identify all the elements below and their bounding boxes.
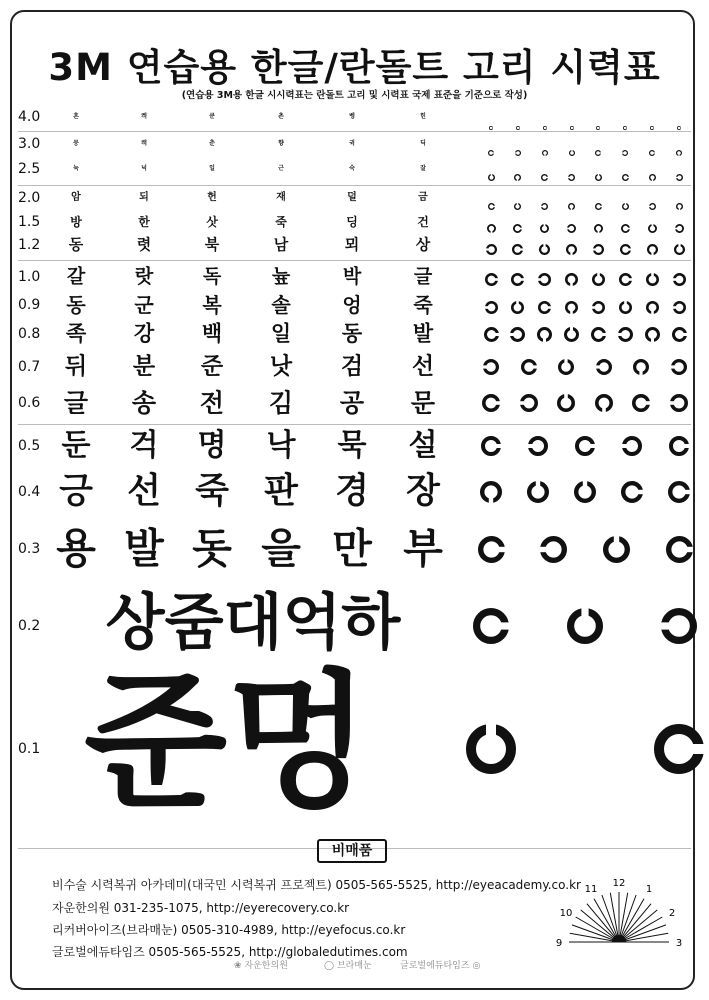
landolt-ring <box>647 240 658 251</box>
landolt-ring <box>485 271 498 284</box>
landolt-ring <box>592 299 605 312</box>
hangul-glyph: 군 <box>134 293 154 317</box>
hangul-glyph: 동 <box>341 321 363 346</box>
landolt-ring <box>511 299 524 312</box>
landolt-ring <box>538 271 551 284</box>
landolt-ring <box>478 536 505 563</box>
landolt-ring <box>466 724 516 774</box>
contact-line-2: 자운한의원 031-235-1075, http://eyerecovery.co.kr <box>52 901 350 915</box>
landolt-ring <box>596 359 612 375</box>
landolt-ring <box>485 299 498 312</box>
landolt-ring <box>622 436 642 456</box>
acuity-label: 0.6 <box>18 395 41 411</box>
landolt-ring <box>488 195 495 202</box>
landolt-ring <box>481 436 501 456</box>
landolt-ring <box>622 141 628 147</box>
landolt-ring <box>621 481 643 503</box>
landolt-ring <box>487 218 496 227</box>
acuity-label: 0.9 <box>18 297 41 313</box>
hangul-glyph: 재 <box>276 192 286 203</box>
landolt-ring <box>676 141 682 147</box>
hangul-glyph: 뭉 <box>73 140 79 147</box>
logo-jaun-text: 자운한의원 <box>244 961 288 971</box>
landolt-ring <box>564 327 579 342</box>
hangul-glyph: 검 <box>340 353 364 380</box>
contact-line-3: 리커버아이즈(브라매눈) 0505-310-4989, http://eyefocus.co.kr <box>52 923 406 937</box>
landolt-ring <box>593 240 604 251</box>
landolt-ring <box>565 299 578 312</box>
landolt-ring <box>574 481 596 503</box>
landolt-ring <box>575 436 595 456</box>
hangul-glyph: 상 <box>415 235 431 254</box>
landolt-ring <box>483 359 499 375</box>
rings-icon: ◎ <box>472 961 481 971</box>
landolt-ring <box>488 166 495 173</box>
astigmatism-dial <box>548 876 690 950</box>
landolt-ring <box>649 166 656 173</box>
logo-global-edu <box>400 958 480 971</box>
landolt-ring <box>538 299 551 312</box>
hangul-glyph: 족 <box>65 321 87 346</box>
hangul-glyph: 판 <box>264 471 298 512</box>
hangul-glyph: 부 <box>403 524 443 573</box>
landolt-ring <box>540 218 549 227</box>
hangul-glyph: 쿤 <box>209 113 215 120</box>
landolt-ring <box>673 271 686 284</box>
hangul-glyph: 금 <box>418 192 428 203</box>
hangul-glyph: 문 <box>410 388 436 418</box>
row-separator <box>18 185 691 186</box>
hangul-glyph: 강 <box>133 321 155 346</box>
hangul-glyph: 일 <box>209 165 215 172</box>
hangul-glyph: 돗 <box>192 524 232 573</box>
hangul-glyph: 캑 <box>141 140 147 147</box>
hangul-glyph: 딩 <box>346 215 358 229</box>
acuity-label: 4.0 <box>18 109 41 125</box>
landolt-ring <box>528 436 548 456</box>
landolt-ring <box>541 166 548 173</box>
acuity-label: 0.2 <box>18 618 41 634</box>
landolt-ring <box>619 271 632 284</box>
hangul-glyph: 선 <box>411 353 435 380</box>
hangul-glyph: 박 <box>342 265 362 288</box>
row-separator <box>18 131 691 132</box>
hangul-glyph: 뫼 <box>344 235 360 254</box>
landolt-ring <box>595 195 602 202</box>
landolt-ring <box>516 115 520 119</box>
landolt-ring <box>595 394 613 412</box>
landolt-ring <box>666 536 693 563</box>
logo-brain-eye <box>324 958 372 971</box>
acuity-label: 0.1 <box>18 741 41 757</box>
landolt-ring <box>676 166 683 173</box>
landolt-ring <box>594 218 603 227</box>
hangul-glyph: 렷 <box>136 235 152 254</box>
acuity-label: 1.0 <box>18 269 41 285</box>
logo-global-edu-text: 글로벌에듀타임즈 <box>400 961 470 971</box>
landolt-ring <box>540 536 567 563</box>
row-separator <box>18 260 691 261</box>
landolt-ring <box>514 166 521 173</box>
landolt-ring <box>675 218 684 227</box>
flower-icon: ❀ <box>234 961 242 971</box>
hangul-glyph: 경 <box>335 471 369 512</box>
landolt-ring <box>484 327 499 342</box>
landolt-ring <box>619 299 632 312</box>
landolt-ring <box>570 115 574 119</box>
logo-brain-eye-text: 브라매눈 <box>336 961 372 971</box>
landolt-ring <box>649 141 655 147</box>
non-sale-badge: 비매품 <box>317 839 387 863</box>
hangul-glyph: 글 <box>63 388 89 418</box>
landolt-ring <box>632 394 650 412</box>
acuity-label: 0.3 <box>18 541 41 557</box>
chart-subtitle: (연습용 3M용 한글 시시력표는 란돌트 고리 및 시력표 국제 표준을 기준으로 작성) <box>181 90 528 101</box>
hangul-glyph: 헌 <box>207 192 217 203</box>
landolt-ring <box>569 141 575 147</box>
landolt-ring <box>646 299 659 312</box>
landolt-ring <box>622 166 629 173</box>
hangul-glyph: 설 <box>408 428 438 463</box>
landolt-ring <box>480 481 502 503</box>
landolt-ring <box>677 115 681 119</box>
dial-label-1: 1 <box>645 884 653 895</box>
hangul-glyph: 명 <box>197 428 227 463</box>
dial-label-11: 11 <box>584 884 598 895</box>
landolt-ring <box>649 195 656 202</box>
acuity-label: 3.0 <box>18 136 41 152</box>
hangul-glyph: 딕 <box>420 140 426 147</box>
hangul-glyph: 덜 <box>347 192 357 203</box>
hangul-glyph: 한 <box>138 215 150 229</box>
row-separator <box>18 424 691 425</box>
landolt-ring <box>595 166 602 173</box>
hangul-word: 상줌대억하 <box>105 587 401 659</box>
hangul-glyph: 촌 <box>278 113 284 120</box>
dial-label-12: 12 <box>612 878 626 889</box>
landolt-ring <box>674 240 685 251</box>
hangul-glyph: 엉 <box>342 293 362 317</box>
contact-line-1: 비수술 시력복귀 아카데미(대국민 시력복귀 프로젝트) 0505-565-5525, http://eyeacademy.co.kr <box>52 878 581 892</box>
landolt-ring <box>567 608 603 644</box>
hangul-glyph: 긍 <box>59 471 93 512</box>
hangul-word: 준멍 <box>84 655 370 828</box>
landolt-ring <box>676 195 683 202</box>
landolt-ring <box>591 327 606 342</box>
hangul-glyph: 되 <box>139 192 149 203</box>
landolt-ring <box>623 115 627 119</box>
landolt-ring <box>510 327 525 342</box>
landolt-ring <box>673 299 686 312</box>
hangul-glyph: 뒤 <box>64 353 88 380</box>
landolt-ring <box>672 327 687 342</box>
astigmatism-dial-lines <box>569 892 669 942</box>
hangul-glyph: 죽 <box>413 293 433 317</box>
landolt-ring <box>650 115 654 119</box>
logo-jaun <box>234 958 288 971</box>
hangul-glyph: 켁 <box>141 113 147 120</box>
hangul-glyph: 북 <box>204 235 220 254</box>
hangul-glyph: 동 <box>66 293 86 317</box>
landolt-ring <box>543 115 547 119</box>
landolt-ring <box>654 724 704 774</box>
landolt-ring <box>633 359 649 375</box>
hangul-glyph: 전 <box>199 388 225 418</box>
hangul-glyph: 송 <box>131 388 157 418</box>
landolt-ring <box>567 218 576 227</box>
hangul-glyph: 솔 <box>271 293 291 317</box>
dial-label-2: 2 <box>668 908 676 919</box>
landolt-ring <box>557 394 575 412</box>
landolt-ring <box>513 218 522 227</box>
hangul-glyph: 낫 <box>269 353 293 380</box>
landolt-ring <box>511 271 524 284</box>
landolt-ring <box>592 271 605 284</box>
landolt-ring <box>669 436 689 456</box>
acuity-label: 0.8 <box>18 326 41 342</box>
hangul-glyph: 독 <box>202 265 222 288</box>
landolt-ring <box>618 327 633 342</box>
hangul-glyph: 흔 <box>73 113 79 120</box>
contact-line-4: 글로벌에듀타임즈 0505-565-5525, http://globaledutimes.com <box>52 945 408 959</box>
landolt-ring <box>661 608 697 644</box>
landolt-ring <box>537 327 552 342</box>
landolt-ring <box>527 481 549 503</box>
landolt-ring <box>568 195 575 202</box>
hangul-glyph: 용 <box>56 524 96 573</box>
hangul-glyph: 동 <box>68 235 84 254</box>
landolt-ring <box>541 195 548 202</box>
landolt-ring <box>668 481 690 503</box>
landolt-ring <box>603 536 630 563</box>
acuity-label: 2.5 <box>18 161 41 177</box>
hangul-glyph: 공 <box>339 388 365 418</box>
acuity-label: 2.0 <box>18 190 41 206</box>
hangul-glyph: 삿 <box>206 215 218 229</box>
hangul-glyph: 랏 <box>134 265 154 288</box>
landolt-ring <box>671 359 687 375</box>
hangul-glyph: 힌 <box>420 113 426 120</box>
hangul-glyph: 걱 <box>129 428 159 463</box>
landolt-ring <box>486 240 497 251</box>
landolt-ring <box>558 359 574 375</box>
landolt-ring <box>595 141 601 147</box>
hangul-glyph: 갈 <box>66 265 86 288</box>
landolt-ring <box>566 240 577 251</box>
hangul-glyph: 낙 <box>266 428 296 463</box>
dial-label-9: 9 <box>555 938 563 949</box>
landolt-ring <box>473 608 509 644</box>
hangul-glyph: 선 <box>127 471 161 512</box>
hangul-glyph: 늎 <box>271 265 291 288</box>
hangul-glyph: 벵 <box>349 113 355 120</box>
hangul-glyph: 복 <box>202 293 222 317</box>
hangul-glyph: 뉵 <box>73 165 79 172</box>
landolt-ring <box>512 240 523 251</box>
landolt-ring <box>565 271 578 284</box>
hangul-glyph: 넉 <box>141 165 147 172</box>
landolt-ring <box>515 141 521 147</box>
hangul-glyph: 을 <box>261 524 301 573</box>
hangul-glyph: 암 <box>71 192 81 203</box>
hangul-glyph: 백 <box>201 321 223 346</box>
landolt-ring <box>622 195 629 202</box>
landolt-ring <box>620 240 631 251</box>
acuity-label: 0.4 <box>18 484 41 500</box>
landolt-ring <box>648 218 657 227</box>
hangul-glyph: 남 <box>273 235 289 254</box>
hangul-glyph: 분 <box>132 353 156 380</box>
eye-icon: ◯ <box>324 961 335 971</box>
hangul-glyph: 향 <box>278 140 284 147</box>
hangul-glyph: 일 <box>270 321 292 346</box>
hangul-glyph: 장 <box>406 471 440 512</box>
hangul-glyph: 둔 <box>61 428 91 463</box>
hangul-glyph: 근 <box>278 165 284 172</box>
hangul-glyph: 발 <box>412 321 434 346</box>
landolt-ring <box>568 166 575 173</box>
hangul-glyph: 발 <box>124 524 164 573</box>
landolt-ring <box>596 115 600 119</box>
hangul-glyph: 춘 <box>209 140 215 147</box>
landolt-ring <box>621 218 630 227</box>
hangul-glyph: 죽 <box>195 471 229 512</box>
hangul-glyph: 건 <box>417 215 429 229</box>
hangul-glyph: 준 <box>200 353 224 380</box>
acuity-label: 1.5 <box>18 214 41 230</box>
hangul-glyph: 죽 <box>275 215 287 229</box>
hangul-glyph: 귁 <box>349 140 355 147</box>
landolt-ring <box>489 115 493 119</box>
acuity-label: 0.7 <box>18 359 41 375</box>
hangul-glyph: 만 <box>332 524 372 573</box>
hangul-glyph: 김 <box>268 388 294 418</box>
acuity-label: 0.5 <box>18 438 41 454</box>
landolt-ring <box>482 394 500 412</box>
chart-title: 3M 연습용 한글/란돌트 고리 시력표 <box>48 46 661 89</box>
hangul-glyph: 숙 <box>349 165 355 172</box>
hangul-glyph: 글 <box>413 265 433 288</box>
dial-label-3: 3 <box>675 938 683 949</box>
acuity-label: 1.2 <box>18 237 41 253</box>
landolt-ring <box>542 141 548 147</box>
landolt-ring <box>645 327 660 342</box>
dial-label-10: 10 <box>559 908 573 919</box>
hangul-glyph: 잘 <box>420 165 426 172</box>
landolt-ring <box>670 394 688 412</box>
landolt-ring <box>539 240 550 251</box>
landolt-ring <box>646 271 659 284</box>
landolt-ring <box>520 394 538 412</box>
hangul-glyph: 방 <box>70 215 82 229</box>
hangul-glyph: 묵 <box>337 428 367 463</box>
landolt-ring <box>521 359 537 375</box>
landolt-ring <box>488 141 494 147</box>
landolt-ring <box>514 195 521 202</box>
